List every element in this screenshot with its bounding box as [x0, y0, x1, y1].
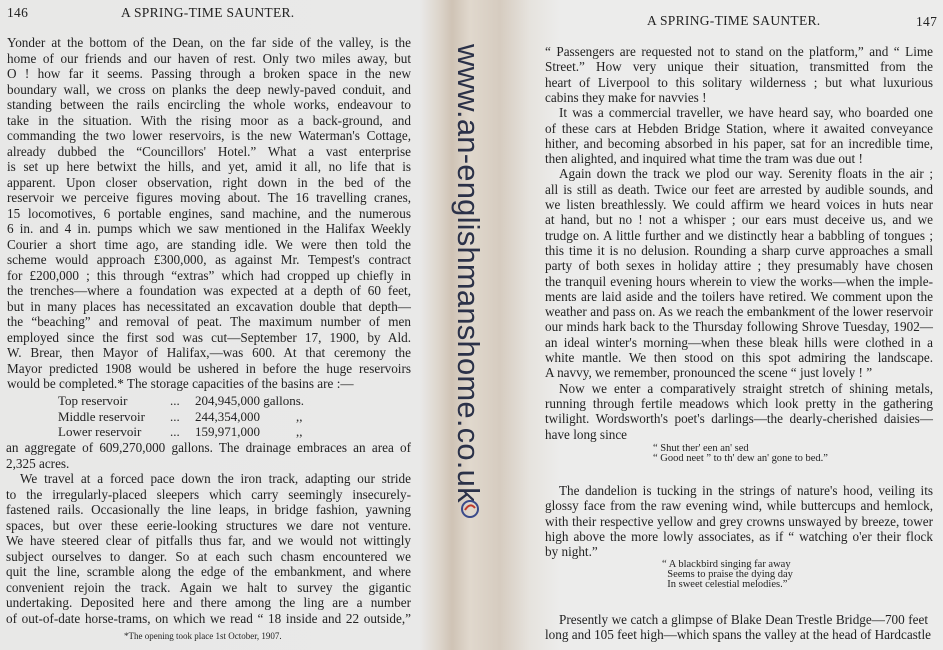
swirl-logo-icon — [459, 498, 481, 520]
text-line: have long since — [545, 426, 628, 442]
text-line: spaces, but over these eerie-looking structures we dare not venture. — [6, 517, 411, 533]
text-line: Now we enter a comparatively straight stretch of shining metals, — [559, 380, 933, 396]
footnote: *The opening took place 1st October, 1907. — [124, 631, 282, 641]
text-line: apparent. Upon closer observation, right down in the bed of the — [7, 174, 411, 190]
text-line: standing between the rails encircling the whole works, endeavour to — [7, 97, 411, 112]
storage-value: 244,354,000 — [195, 408, 260, 424]
verse-line: “ Shut ther' een an' sed — [653, 443, 749, 454]
page-number-left: 146 — [7, 5, 29, 20]
storage-name: Lower reservoir — [58, 424, 142, 439]
text-line: at hand, but no ! not a whisper ; our ears must deceive us, and we — [545, 212, 933, 228]
text-line: by night.” — [545, 544, 598, 560]
storage-name: Middle reservoir — [58, 408, 146, 424]
text-line: O ! how far it seems. Passing through a broken space in the new — [7, 66, 411, 81]
text-line: It was a commercial traveller, we have heard say, who boarded one — [559, 105, 933, 121]
text-line: of out-of-date horse-trams, on which we read “ 18 inside and 22 outside,” — [6, 610, 411, 626]
text-line: Courier a short time ago, are standing idle. We were then told the — [7, 236, 411, 252]
text-line: Yonder at the bottom of the Dean, on the far side of the valley, is the — [7, 35, 411, 50]
text-line: trudge on. A little further and we distinctly hear a babbling of tongues ; — [545, 227, 933, 243]
text-line: hither, and becoming absorbed in his paper, sat for an incredible time, — [545, 135, 933, 151]
text-line: subject ourselves to danger. So at each such chasm encountered we — [6, 548, 411, 564]
text-line: “ Passengers are requested not to stand on the platform,” and “ Lime — [545, 44, 933, 59]
storage-value: 159,971,000 — [195, 424, 260, 439]
text-line: the tranquil evening hours wherein to view the works—when the imple- — [545, 273, 933, 289]
text-line: we listen breathlessly. We could affirm we heard voices in huts near — [545, 197, 933, 212]
text-line: reservoir we perceive figures moving about. The 16 travelling cranes, — [7, 190, 411, 205]
text-line: then alighted, and inquired what time the tram was due out ! — [545, 151, 863, 167]
text-line: this time it is no delusion. Rounding a sharp curve approaches a small — [545, 242, 933, 258]
text-line: take in the situation. With the rising moor as a back-ground, and — [7, 112, 411, 128]
text-line: would be completed.* The storage capacities of the basins are :— — [7, 376, 354, 391]
storage-table — [58, 393, 358, 441]
text-line: Mayor predicted 1908 would be ushered in before the huge reservoirs — [7, 360, 411, 376]
text-line: long and 105 feet high—which spans the valley at the head of Hardcastle — [545, 627, 931, 643]
text-line: A navvy, we remember, pronounced the scene “ just lovely ! ” — [545, 365, 873, 381]
text-line: boundary wall, we cross on planks the deep newly-paved conduit, and — [7, 81, 411, 97]
text-line: 15 locomotives, 6 portable engines, sand machine, and the numerous — [7, 205, 411, 221]
text-line: for £200,000 ; this through “extras” which had cropped up chiefly in — [7, 267, 411, 283]
text-line: the “beaching” and removal of peat. The maximum number of men — [7, 314, 411, 329]
text-line: undertaking. Deposited here and there among the ling are a number — [6, 595, 411, 610]
text-line: employed since the first sod was cut—September 17, 1900, by Ald. — [7, 329, 411, 345]
text-line: twilight. Wordsworth's poet's darlings—the dearly-cherished daisies— — [545, 411, 933, 427]
text-line: running through fertile meadows which look pretty in the gathering — [545, 395, 933, 411]
text-line: to the irregularly-placed sleepers which carry seemingly insecurely- — [6, 486, 411, 502]
text-line: glossy face from the raw evening wind, while buttercups and hemlock, — [545, 498, 933, 514]
text-line: all is still as death. Twice our feet are arrested by audible sounds, and — [545, 181, 933, 197]
text-line: is set up here betwixt the hills, and yet, amid it all, no life that is — [7, 159, 411, 174]
text-line: party of both sexes in holiday attire ; they presumably have chosen — [545, 258, 933, 274]
text-line: quit the line, scramble along the edge of the embankment, and where — [6, 564, 411, 579]
storage-name: Top reservoir — [58, 393, 128, 408]
storage-dots: ... — [170, 424, 180, 439]
verse-shut-ther-een — [653, 444, 828, 464]
text-line: fastened rails. Occasionally the line leaps, in bridge fashion, yawning — [6, 502, 411, 517]
text-line: heart of Liverpool to this solitary wilderness ; but what luxurious — [545, 74, 933, 90]
storage-ditto: ,, — [296, 424, 303, 439]
text-line: weather and pass on. As we reach the embankment of the lower reservoir — [545, 304, 933, 320]
text-line: high above the more lowly associates, as if “ watching o'er their flock — [545, 528, 933, 544]
text-line: the trenches—where a foundation was expected at a depth of 60 feet, — [7, 283, 411, 298]
text-line: W. Brear, then Mayor of Halifax,—was 600. At that ceremony the — [7, 345, 411, 360]
text-line: We have steered clear of pitfalls thus far, and we would not wittingly — [6, 533, 411, 548]
text-line: our minds hark back to the Thursday following Shrove Tuesday, 1902— — [545, 319, 933, 335]
text-line: commanding the two lower reservoirs, is the new Waterman's Cottage, — [7, 128, 411, 143]
text-line: already dubbed the “Councillors' Hotel.” What a vast enterprise — [7, 143, 411, 159]
text-line: Presently we catch a glimpse of Blake Dean Trestle Bridge—700 feet — [559, 612, 928, 627]
text-line: of these cars at Hebden Bridge Station, where it awaited conveyance — [545, 120, 933, 136]
storage-dots: ... — [170, 393, 180, 408]
running-head-left: A SPRING-TIME SAUNTER. — [121, 5, 295, 20]
page-number-right: 147 — [916, 14, 938, 29]
storage-dots: ... — [170, 408, 180, 424]
storage-value: 204,945,000 gallons. — [195, 393, 305, 408]
watermark-url: www.an-englishmanshome.co.uk — [451, 44, 486, 503]
verse-line: In sweet celestial melodies.” — [662, 579, 788, 590]
text-line: an aggregate of 609,270,000 gallons. The drainage embraces an area of — [6, 440, 411, 455]
text-line: scheme would approach £300,000, as against Mr. Tempest's contract — [7, 252, 411, 267]
text-line: white mantle. We then stood on this spot admiring the landscape. — [545, 350, 933, 365]
running-head-right: A SPRING-TIME SAUNTER. — [647, 13, 821, 28]
text-line: convenient rejoin the track. Again we halt to survey the gigantic — [6, 579, 411, 595]
text-line: Street.” How very unique their situation, transmitted from the — [545, 59, 933, 75]
text-line: We travel at a forced pace down the iron track, adapting our stride — [20, 471, 411, 486]
text-line: home of our friends and our haven of rest. Only two miles away, but — [7, 50, 411, 66]
verse-blackbird — [662, 560, 793, 590]
text-line: 6 in. and 4 in. pumps which we saw mentioned in the Halifax Weekly — [7, 221, 411, 236]
text-line: The dandelion is tucking in the strings of nature's hood, veiling its — [559, 483, 933, 498]
text-line: cabins they make for navvies ! — [545, 89, 707, 105]
text-line: with their respective yellow and grey crowns unswayed by breeze, tower — [545, 513, 933, 529]
verse-line: “ A blackbird singing far away — [662, 559, 791, 570]
verse-line: “ Good neet ” to th' dew an' gone to bed.” — [653, 453, 828, 464]
text-line: 2,325 acres. — [6, 455, 70, 471]
text-line: ments are laid aside and the toilers have retired. We comment upon the — [545, 288, 933, 304]
text-line: an ideal winter's morning—when these bleak hills were clothed in a — [545, 334, 933, 350]
text-line: Again down the track we plod our way. Serenity floats in the air ; — [559, 166, 933, 182]
text-line: but in many places has necessitated an excavation double that depth— — [7, 298, 411, 314]
verse-line: Seems to praise the dying day — [662, 569, 793, 580]
storage-ditto: ,, — [296, 408, 303, 424]
